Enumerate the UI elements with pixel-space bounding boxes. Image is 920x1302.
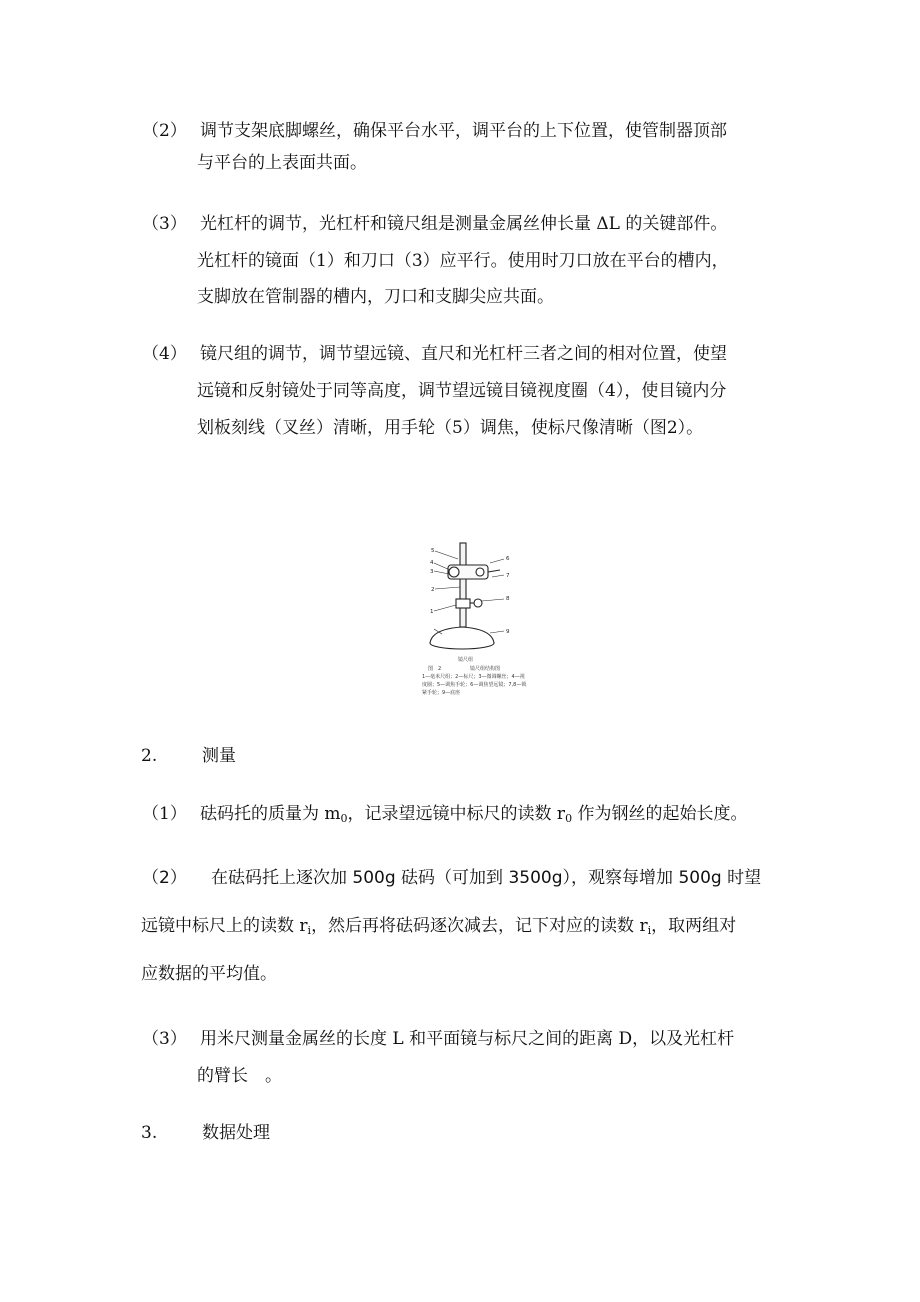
measure-1-text: 砝码托的质量为 $m_0$，记录望远镜中标尺的读数 $r_0$ 作为钢丝的起始长度。 [200, 804, 748, 825]
item-3-line-1: 光杠杆的调节，光杠杆和镜尺组是测量金属丝伸长量 ΔL 的关键部件。 [200, 214, 728, 234]
part-label-1: 1 [430, 609, 434, 615]
figure-legend-line-3: 紧手轮；9—底座 [422, 690, 461, 696]
item-3-line-2: 光杠杆的镜面（1）和刀口（3）应平行。使用时刀口放在平台的槽内， [197, 251, 729, 271]
section-2-number: 2. [141, 746, 158, 766]
item-2-line-2: 与平台的上表面共面。 [197, 153, 367, 173]
item-4-line-1: 镜尺组的调节，调节望远镜、直尺和光杠杆三者之间的相对位置，使望 [200, 344, 727, 364]
measure-2-line-3: 应数据的平均值。 [141, 964, 277, 984]
measure-3-line-2: 的臂长 。 [197, 1066, 282, 1086]
item-3-line-3: 支脚放在管制器的槽内，刀口和支脚尖应共面。 [197, 287, 554, 307]
item-4-line-3: 划板刻线（叉丝）清晰，用手轮（5）调焦，使标尺像清晰（图2）。 [197, 418, 704, 438]
item-4-number: （4） [142, 344, 187, 364]
measure-2-number: （2） [142, 868, 187, 888]
figure-legend-line-1: 1—毫米尺组；2—标尺；3—微调螺丝；4—视 [422, 674, 525, 680]
part-label-2: 2 [431, 587, 435, 593]
item-4-line-2: 远镜和反射镜处于同等高度，调节望远镜目镜视度圈（4），使目镜内分 [197, 381, 727, 401]
figure-caption-number: 图 2 [428, 666, 442, 672]
measure-3-number: （3） [142, 1029, 187, 1049]
mirror-scale-figure [420, 537, 530, 699]
measure-2-line-1: 在砝码托上逐次加 500g 砝码（可加到 3500g），观察每增加 500g 时望 [211, 868, 762, 888]
item-2-line-1: 调节支架底脚螺丝，确保平台水平，调平台的上下位置，使管制器顶部 [200, 121, 727, 141]
part-label-3: 3 [430, 569, 434, 575]
part-label-6: 6 [506, 556, 510, 562]
figure-legend-line-2: 度圈；5—调焦手轮；6—调焦望远镜；7,8—锁 [422, 682, 527, 688]
part-label-5: 5 [431, 548, 435, 554]
measure-3-line-1: 用米尺测量金属丝的长度 L 和平面镜与标尺之间的距离 D，以及光杠杆 [200, 1029, 735, 1049]
measure-1-number: （1） [142, 804, 187, 824]
item-2-number: （2） [142, 121, 187, 141]
section-3-title: 数据处理 [202, 1123, 270, 1143]
section-2-title: 测量 [202, 746, 236, 766]
item-3-number: （3） [142, 214, 187, 234]
part-label-4: 4 [430, 560, 434, 566]
part-label-8: 8 [506, 596, 510, 602]
part-label-9: 9 [506, 629, 510, 635]
figure-caption-title: 镜尺组结构图 [470, 666, 501, 672]
section-3-number: 3. [141, 1123, 158, 1143]
figure-label: 镜尺组 [458, 657, 474, 663]
part-label-7: 7 [506, 573, 510, 579]
measure-2-line-2: 远镜中标尺上的读数 $r_i$，然后再将砝码逐次减去，记下对应的读数 $r_i$，取两组对 [141, 916, 737, 937]
